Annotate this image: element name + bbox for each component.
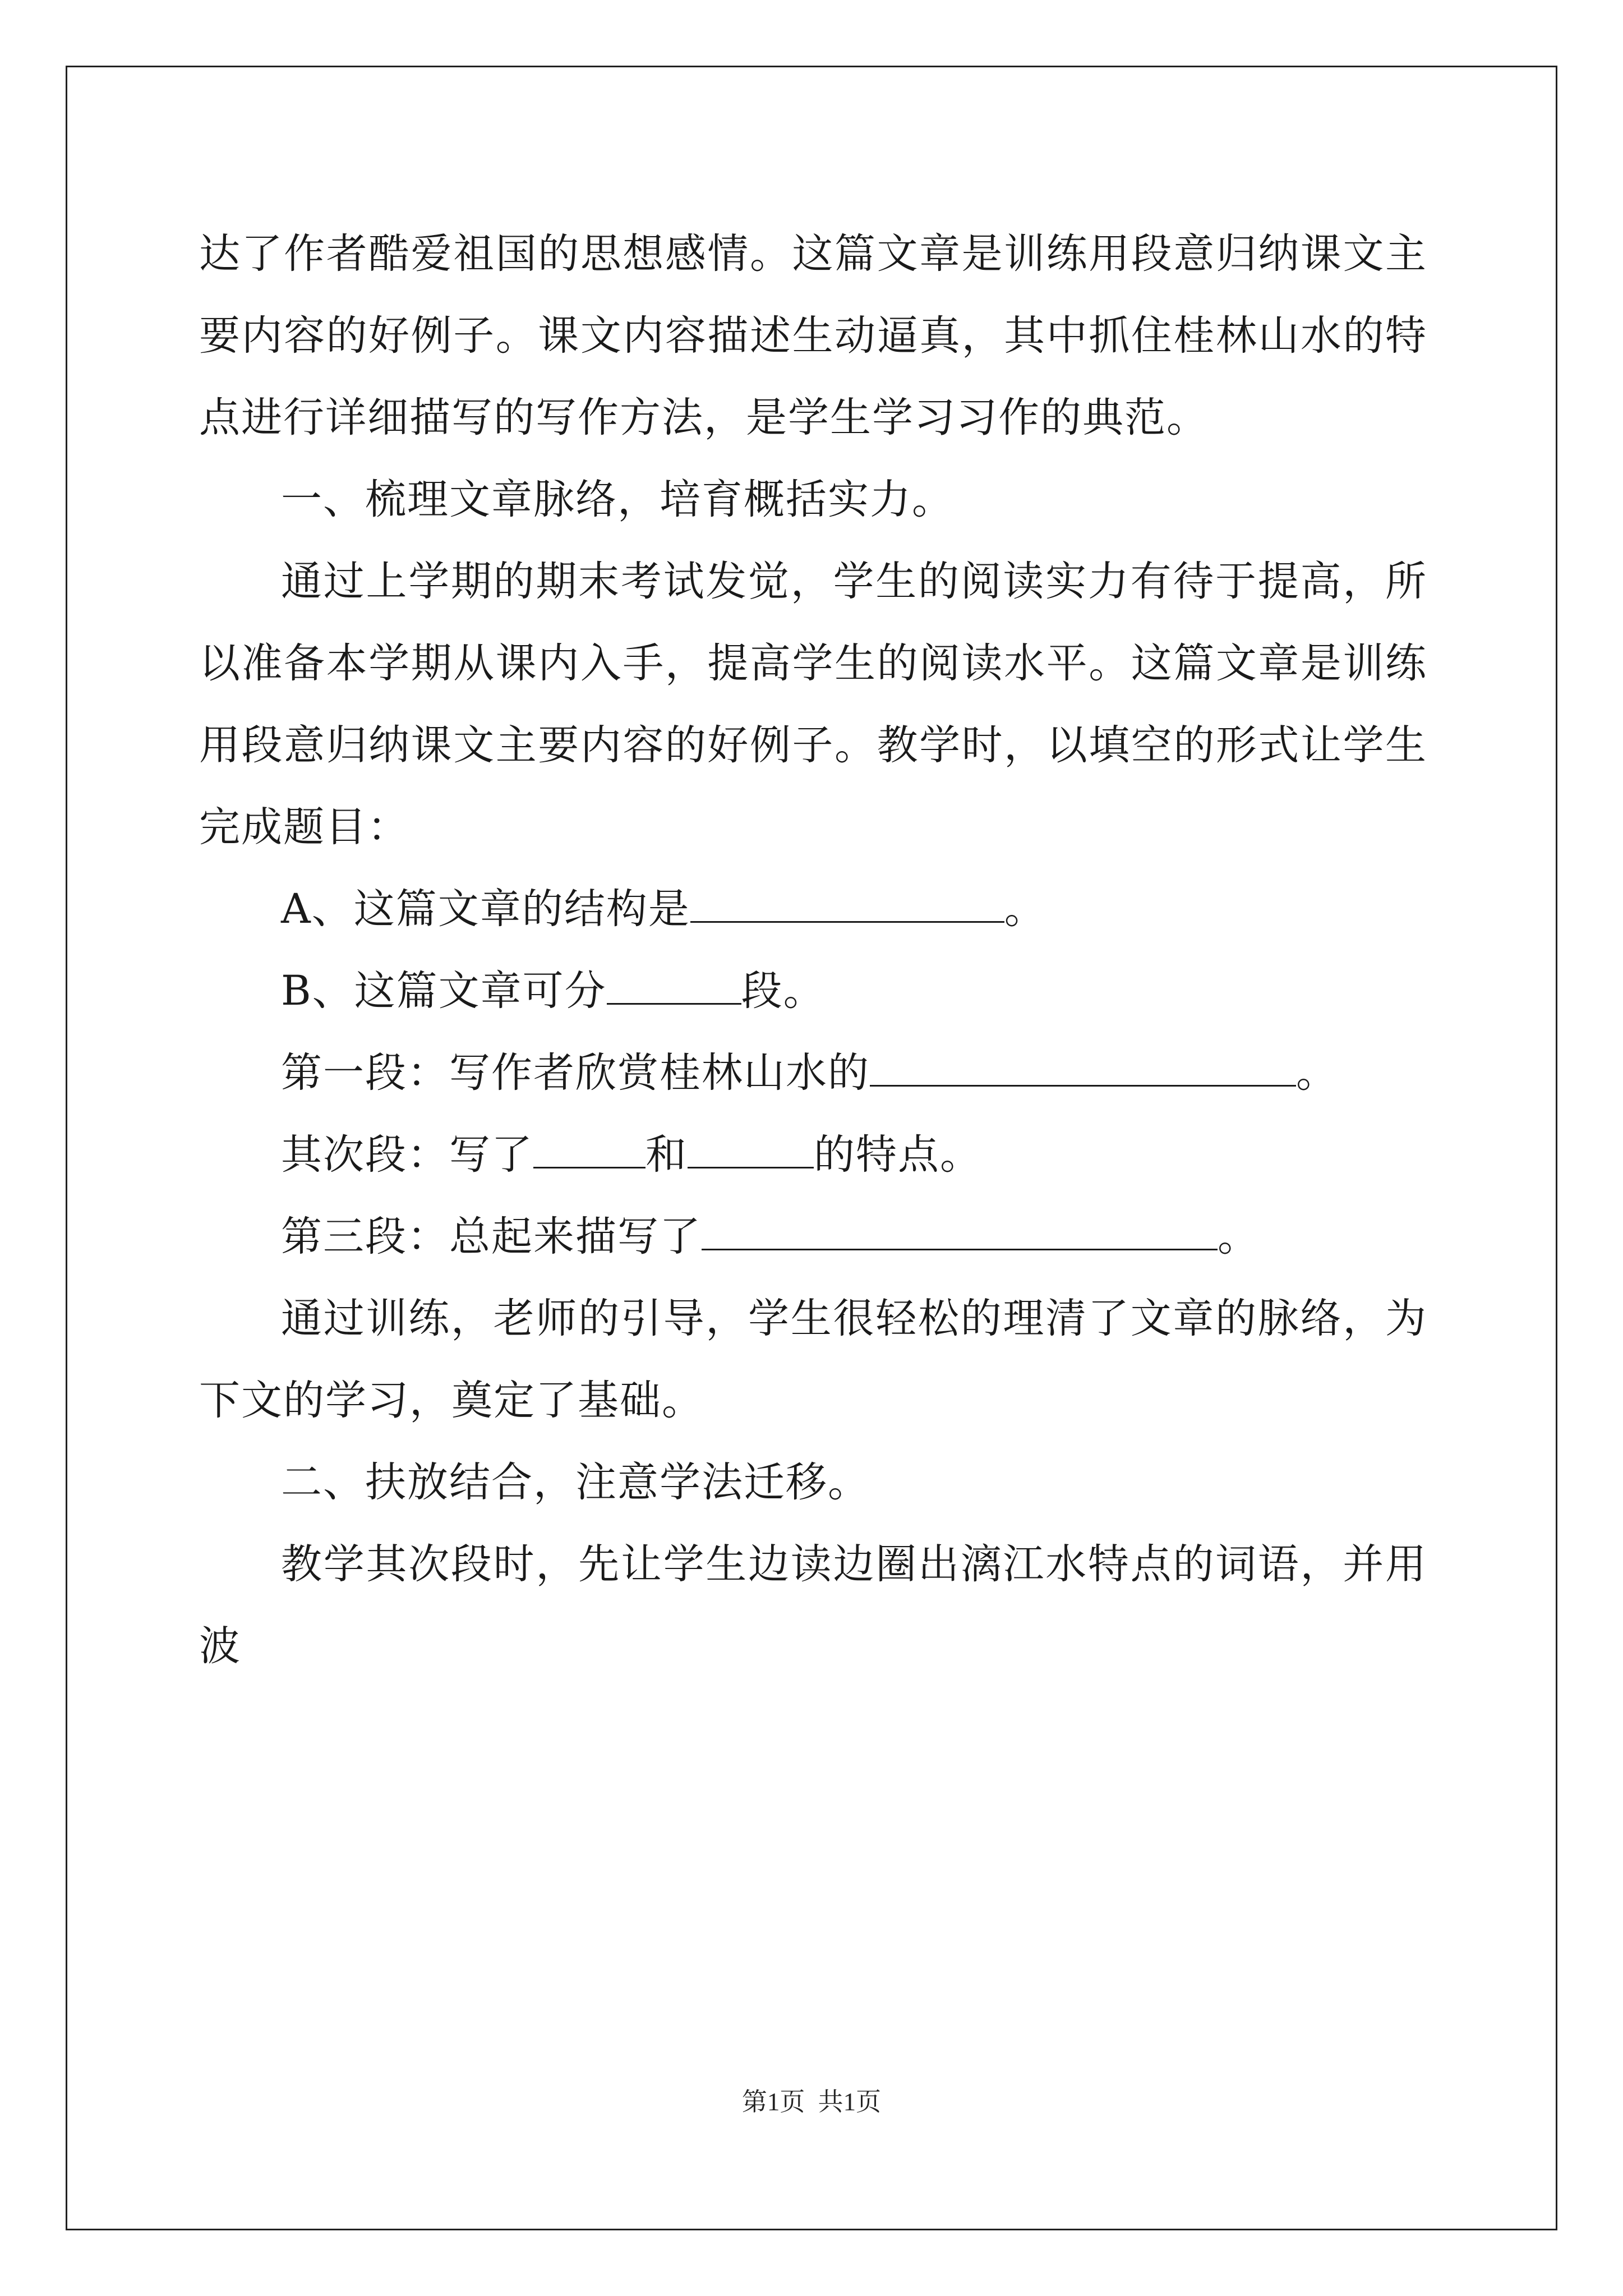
section-1-text: 第一段：写作者欣赏桂林山水的 xyxy=(281,1049,870,1097)
page-number: 第1页 xyxy=(741,2088,805,2116)
paragraph-summary: 通过训练，老师的引导，学生很轻松的理清了文章的脉络，为下文的学习，奠定了基础。 xyxy=(199,1295,1427,1424)
fill-blank xyxy=(702,1214,1218,1250)
page-total: 共1页 xyxy=(818,2088,882,2116)
fill-blank xyxy=(688,1132,814,1168)
fill-blank xyxy=(870,1050,1296,1087)
exercise-section-1 xyxy=(199,1032,1427,1114)
section-heading-2: 二、扶放结合，注意学法迁移。 xyxy=(281,1458,870,1506)
paragraph-section-2: 教学其次段时，先让学生边读边圈出漓江水特点的词语，并用波 xyxy=(199,1540,1427,1670)
exercise-section-2 xyxy=(199,1114,1427,1196)
exercise-a xyxy=(199,868,1427,950)
paragraph-intro: 通过上学期的期末考试发觉，学生的阅读实力有待于提高，所以准备本学期从课内入手，提高学生的阅读水平。这篇文章是训练用段意归纳课文主要内容的好例子。教学时，以填空的形式让学生完成题目： xyxy=(199,558,1427,851)
exercise-a-text: A、这篇文章的结构是 xyxy=(281,885,690,933)
document-body xyxy=(199,213,1427,1687)
fill-blank xyxy=(690,886,1004,923)
section-3-text: 第三段：总起来描写了 xyxy=(281,1213,702,1260)
section-2-text: 其次段：写了 xyxy=(281,1131,533,1179)
exercise-section-3 xyxy=(199,1196,1427,1278)
paragraph-continued: 达了作者酷爱祖国的思想感情。这篇文章是训练用段意归纳课文主要内容的好例子。课文内容描述生动逼真，其中抓住桂林山水的特点进行详细描写的写作方法，是学生学习习作的典范。 xyxy=(199,230,1427,441)
exercise-b-text: B、这篇文章可分 xyxy=(281,967,607,1015)
section-1-end: 。 xyxy=(1296,1049,1338,1097)
exercise-a-end: 。 xyxy=(1004,885,1046,933)
section-2-end: 的特点。 xyxy=(814,1131,982,1179)
exercise-b-end: 段。 xyxy=(741,967,826,1015)
fill-blank xyxy=(533,1132,645,1168)
section-heading-1: 一、梳理文章脉络，培育概括实力。 xyxy=(281,476,954,523)
exercise-b xyxy=(199,950,1427,1032)
page-footer xyxy=(0,2081,1623,2118)
section-2-mid: 和 xyxy=(645,1131,688,1179)
fill-blank xyxy=(607,968,741,1005)
section-3-end: 。 xyxy=(1218,1213,1260,1260)
